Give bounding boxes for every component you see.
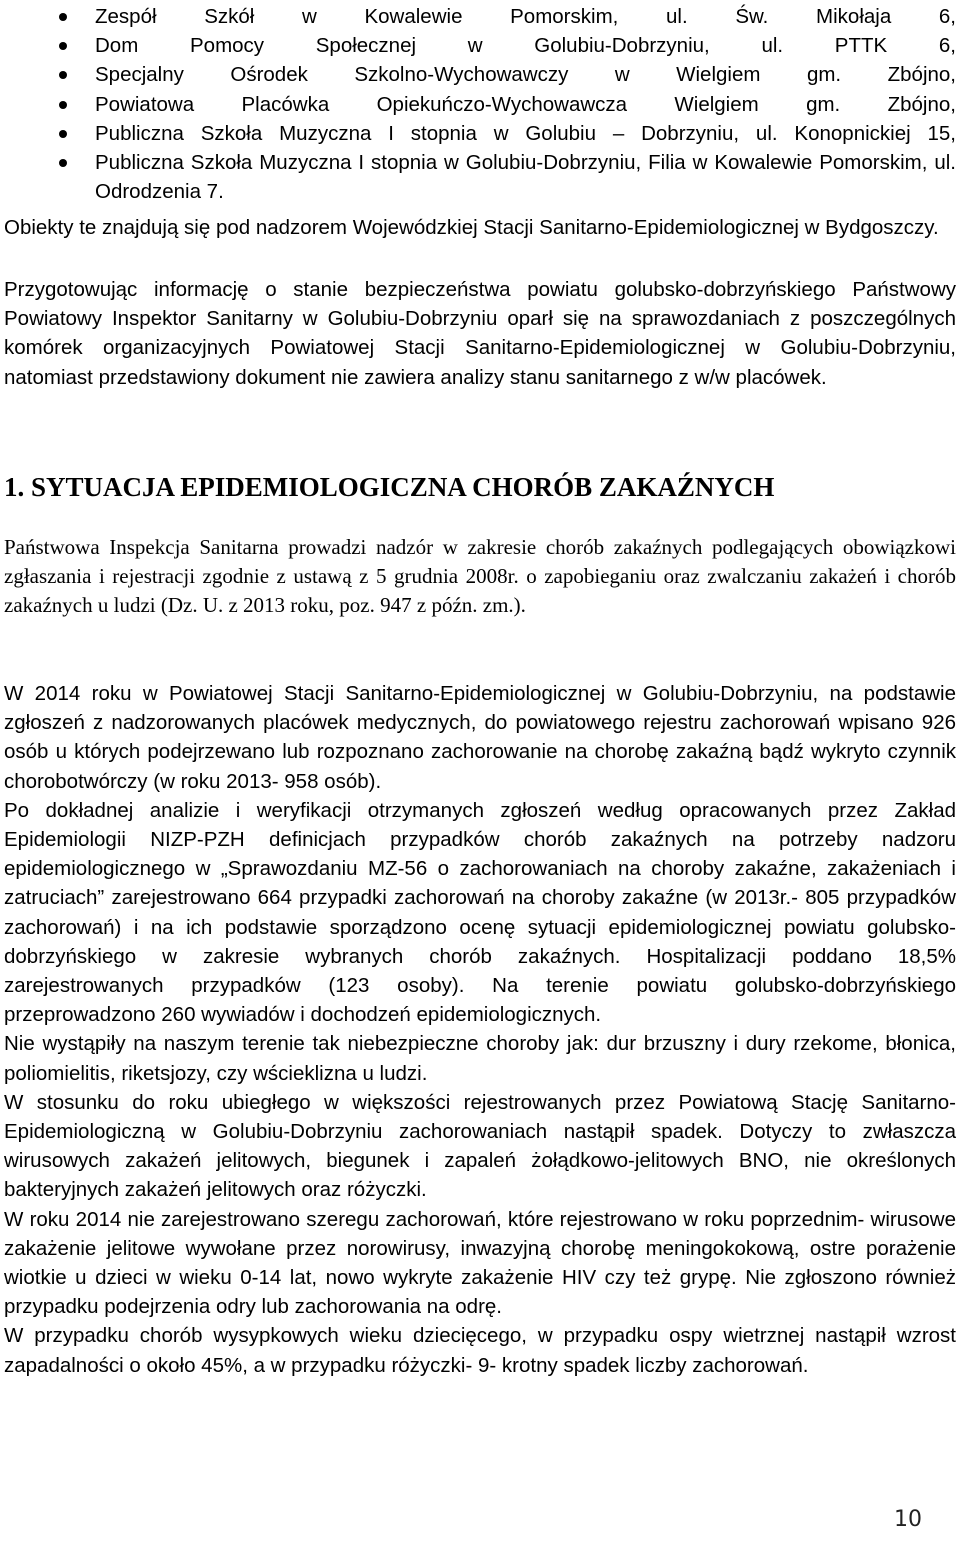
preparation-paragraph: Przygotowując informację o stanie bezpieczeństwa powiatu golubsko-dobrzyńskiego Państwowy Powiatowy Inspektor Sanitarny w Golubiu-Dobrzyniu oparł się na sprawozdaniach z poszczególnych komórek organizacyjnych Powiatowej Stacji Sanitarno-Epidemiologicznej w Golubiu-Dobrzyniu, natomiast przedstawiony dokument nie zawiera analizy stanu sanitarnego z w/w placówek. <box>4 278 956 389</box>
body-paragraph: Po dokładnej analizie i weryfikacji otrzymanych zgłoszeń według opracowanych przez Zakład Epidemiologii NIZP-PZH definicjach przypadków chorób zakaźnych na potrzeby nadzoru epidemiologicznego w „Sprawozdaniu MZ-56 o zachorowaniach na choroby zakaźne, zakażeniach i zatruciach” zarejestrowano 664 przypadki zachorowań na choroby zakaźne (w 2013r.- 805 przypadków zachorowań) i na ich podstawie sporządzono ocenę sytuacji epidemiologicznej powiatu golubsko-dobrzyńskiego w zakresie wybranych chorób zakaźnych. Hospitalizacji poddano 18,5% zarejestrowanych przypadków (123 osoby). Na terenie powiatu golubsko-dobrzyńskiego przeprowadzono 260 wywiadów i dochodzeń epidemiologicznych. <box>4 798 956 1027</box>
document-page <box>4 2 956 1377</box>
facility-list <box>4 2 956 206</box>
body-paragraph: W stosunku do roku ubiegłego w większości rejestrowanych przez Powiatową Stację Sanitarno-Epidemiologiczną w Golubiu-Dobrzyniu zachorowaniach nastąpił spadek. Dotyczy to zwłaszcza wirusowych zakażeń jelitowych, biegunek i zapaleń żołądkowo-jelitowych BNO, nie określonych bakteryjnych zakażeń jelitowych oraz różyczki. <box>4 1090 956 1202</box>
preparation-note <box>4 275 956 392</box>
section-heading: 1. SYTUACJA EPIDEMIOLOGICZNA CHORÓB ZAKAŹNYCH <box>4 472 775 502</box>
page-number: 10 <box>894 1507 922 1532</box>
body-paragraph: Państwowa Inspekcja Sanitarna prowadzi nadzór w zakresie chorób zakaźnych podlegających obowiązkowi zgłaszania i rejestracji zgodnie z ustawą z 5 grudnia 2008r. o zapobieganiu oraz zwalczaniu zakażeń i chorób zakaźnych u ludzi (Dz. U. z 2013 roku, poz. 947 z późn. zm.). <box>4 535 956 618</box>
body-paragraph: Nie wystąpiły na naszym terenie tak niebezpieczne choroby jak: dur brzuszny i dury rzekome, błonica, poliomielitis, riketsjozy, czy wścieklizna u ludzi. <box>4 1032 956 1085</box>
list-item: Publiczna Szkoła Muzyczna I stopnia w Golubiu – Dobrzyniu, ul. Konopnickiej 15, <box>4 119 956 148</box>
list-item: Publiczna Szkoła Muzyczna I stopnia w Golubiu-Dobrzyniu, Filia w Kowalewie Pomorskim, ul. Odrodzenia 7. <box>4 148 956 206</box>
body-paragraph: W 2014 roku w Powiatowej Stacji Sanitarno-Epidemiologicznej w Golubiu-Dobrzyniu, na podstawie zgłoszeń z nadzorowanych placówek medycznych, do powiatowego rejestru zachorowań wpisano 926 osób u których podejrzewano lub rozpoznano zachorowanie na chorobę zakaźną bądź wykryto czynnik chorobotwórczy (w roku 2013- 958 osób). <box>4 682 956 793</box>
list-item: Specjalny Ośrodek Szkolno-Wychowawczy w Wielgiem gm. Zbójno, <box>4 60 956 89</box>
section-body <box>4 679 956 1380</box>
list-item: Zespół Szkół w Kowalewie Pomorskim, ul. Św. Mikołaja 6, <box>4 2 956 31</box>
body-paragraph: W przypadku chorób wysypkowych wieku dziecięcego, w przypadku ospy wietrznej nastąpił wzrost zapadalności o około 45%, a w przypadku różyczki- 9- krotny spadek liczby zachorowań. <box>4 1324 956 1377</box>
body-paragraph: W roku 2014 nie zarejestrowano szeregu zachorowań, które rejestrowano w roku poprzednim- wirusowe zakażenie jelitowe wywołane przez norowirusy, inwazyjną chorobę meningokokową, ostre porażenie wiotkie u dzieci w wieku 0-14 lat, nowo wykryte zakażenie HIV czy też grypę. Nie zgłoszono również przypadku podejrzenia odry lub zachorowania na odrę. <box>4 1207 956 1319</box>
list-item: Powiatowa Placówka Opiekuńczo-Wychowawcza Wielgiem gm. Zbójno, <box>4 90 956 119</box>
list-item: Dom Pomocy Społecznej w Golubiu-Dobrzyniu, ul. PTTK 6, <box>4 31 956 60</box>
supervision-note <box>4 213 956 242</box>
supervision-paragraph: Obiekty te znajdują się pod nadzorem Wojewódzkiej Stacji Sanitarno-Epidemiologicznej w Bydgoszczy. <box>4 216 939 239</box>
section-intro <box>4 533 956 621</box>
